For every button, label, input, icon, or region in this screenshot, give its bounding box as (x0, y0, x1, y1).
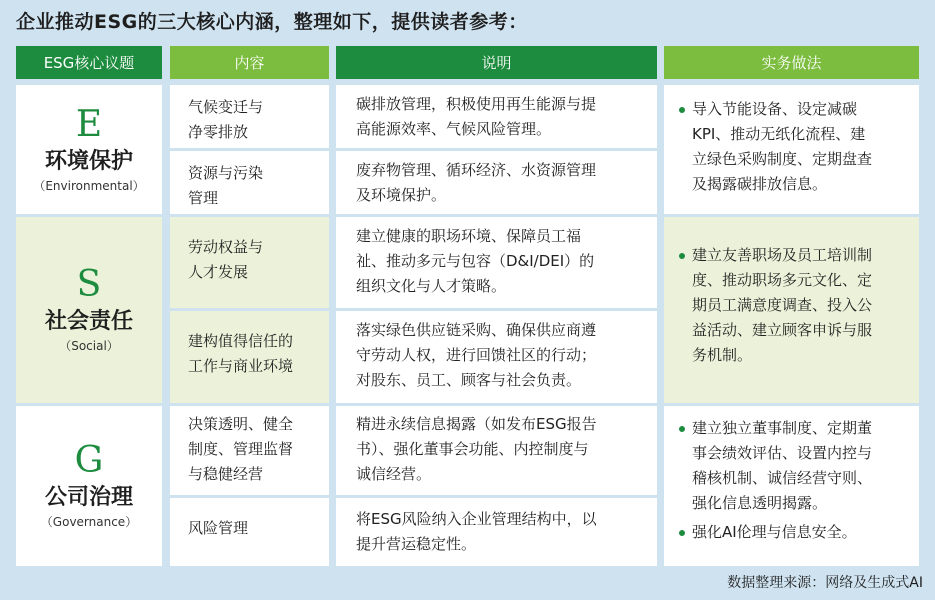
text-line: 风险管理 (188, 519, 249, 537)
practice-cell (664, 406, 919, 566)
text-line: 期员工满意度调查、投入公 (692, 296, 873, 314)
category-letter: G (74, 440, 104, 481)
category-name: 公司治理 (44, 485, 133, 510)
text-line: 制度、管理监督 (188, 440, 294, 458)
text-line: 管理 (188, 189, 219, 207)
text-line: 废弃物管理、循环经济、水资源管理 (356, 161, 597, 179)
header-description: 说明 (336, 46, 657, 79)
text-line: 度、推动职场多元文化、定 (692, 271, 873, 289)
text-line: 组织文化与人才策略。 (356, 277, 507, 295)
text-line: 及揭露碳排放信息。 (692, 175, 828, 193)
text-line: 书）、强化董事会功能、内控制度与 (356, 440, 589, 458)
text-line: 建构值得信任的 (188, 332, 294, 350)
content-cell (170, 498, 329, 566)
text-line: 提升营运稳定性。 (356, 535, 477, 553)
practice-cell (664, 85, 919, 214)
content-cell (170, 85, 329, 148)
category-subtitle: （Social） (59, 339, 119, 353)
text-line: 诚信经营。 (356, 465, 432, 483)
text-line: 建立独立董事制度、定期董 (692, 419, 873, 437)
description-cell (336, 217, 657, 308)
text-line: 导入节能设备、设定减碳 (692, 100, 858, 118)
text-line: 及环境保护。 (356, 186, 447, 204)
text-line: 祉、推动多元与包容（D&I/DEI）的 (356, 252, 595, 270)
text-line: 建立友善职场及员工培训制 (692, 246, 873, 264)
text-line: 对股东、员工、顾客与社会负责。 (356, 371, 582, 389)
category-name: 社会责任 (44, 309, 133, 334)
content-cell (170, 311, 329, 403)
category-name: 环境保护 (44, 148, 133, 174)
text-line: 决策透明、健全 (188, 415, 294, 433)
content-cell (170, 406, 329, 495)
text-line: 人才发展 (188, 263, 249, 281)
text-line: 气候变迁与 (188, 98, 264, 116)
text-line: 稽核机制、诚信经营守则、 (692, 469, 873, 487)
category-subtitle: （Governance） (40, 515, 138, 529)
text-line: 落实绿色供应链采购、确保供应商遵 (356, 321, 597, 339)
source-note: 数据整理来源：网络及生成式AI (727, 575, 923, 591)
text-line: 工作与商业环境 (188, 357, 294, 375)
description-cell (336, 85, 657, 148)
content-cell (170, 217, 329, 308)
text-line: 立绿色采购制度、定期盘查 (692, 150, 873, 168)
page-title: 企业推动ESG的三大核心内涵，整理如下，提供读者参考： (16, 11, 528, 33)
text-line: 劳动权益与 (188, 238, 264, 256)
header-practice: 实务做法 (664, 46, 919, 79)
text-line: 与稳健经营 (188, 465, 264, 483)
text-line: 碳排放管理，积极使用再生能源与提 (356, 95, 597, 113)
description-cell (336, 311, 657, 403)
description-cell (336, 498, 657, 566)
text-line: 守劳动人权，进行回馈社区的行动； (356, 346, 597, 364)
practice-cell (664, 217, 919, 403)
text-line: 资源与污染 (188, 164, 264, 182)
text-line: 益活动、建立顾客申诉与服 (692, 321, 873, 339)
category-environmental (16, 85, 162, 214)
category-letter: S (76, 264, 102, 305)
text-line: 强化信息透明揭露。 (692, 494, 828, 512)
practice-item (678, 97, 905, 197)
text-line: KPI、推动无纸化流程、建 (692, 125, 866, 143)
category-social (16, 217, 162, 403)
category-governance (16, 406, 162, 566)
practice-item (678, 243, 905, 368)
practice-item (678, 416, 905, 516)
text-line: 精进永续信息揭露（如发布ESG报告 (356, 415, 597, 433)
text-line: 建立健康的职场环境、保障员工福 (356, 227, 582, 245)
text-line: 强化AI伦理与信息安全。 (692, 523, 857, 541)
text-line: 将ESG风险纳入企业管理结构中，以 (356, 510, 597, 528)
header-content: 内容 (170, 46, 329, 79)
category-letter: E (75, 103, 103, 145)
description-cell (336, 406, 657, 495)
content-cell (170, 151, 329, 214)
text-line: 务机制。 (692, 346, 753, 364)
text-line: 事会绩效评估、设置内控与 (692, 444, 873, 462)
practice-item (678, 520, 905, 545)
text-line: 高能源效率、气候风险管理。 (356, 120, 552, 138)
header-esg-topic: ESG核心议题 (16, 46, 162, 79)
category-subtitle: （Environmental） (33, 178, 145, 193)
text-line: 净零排放 (188, 123, 249, 141)
description-cell (336, 151, 657, 214)
